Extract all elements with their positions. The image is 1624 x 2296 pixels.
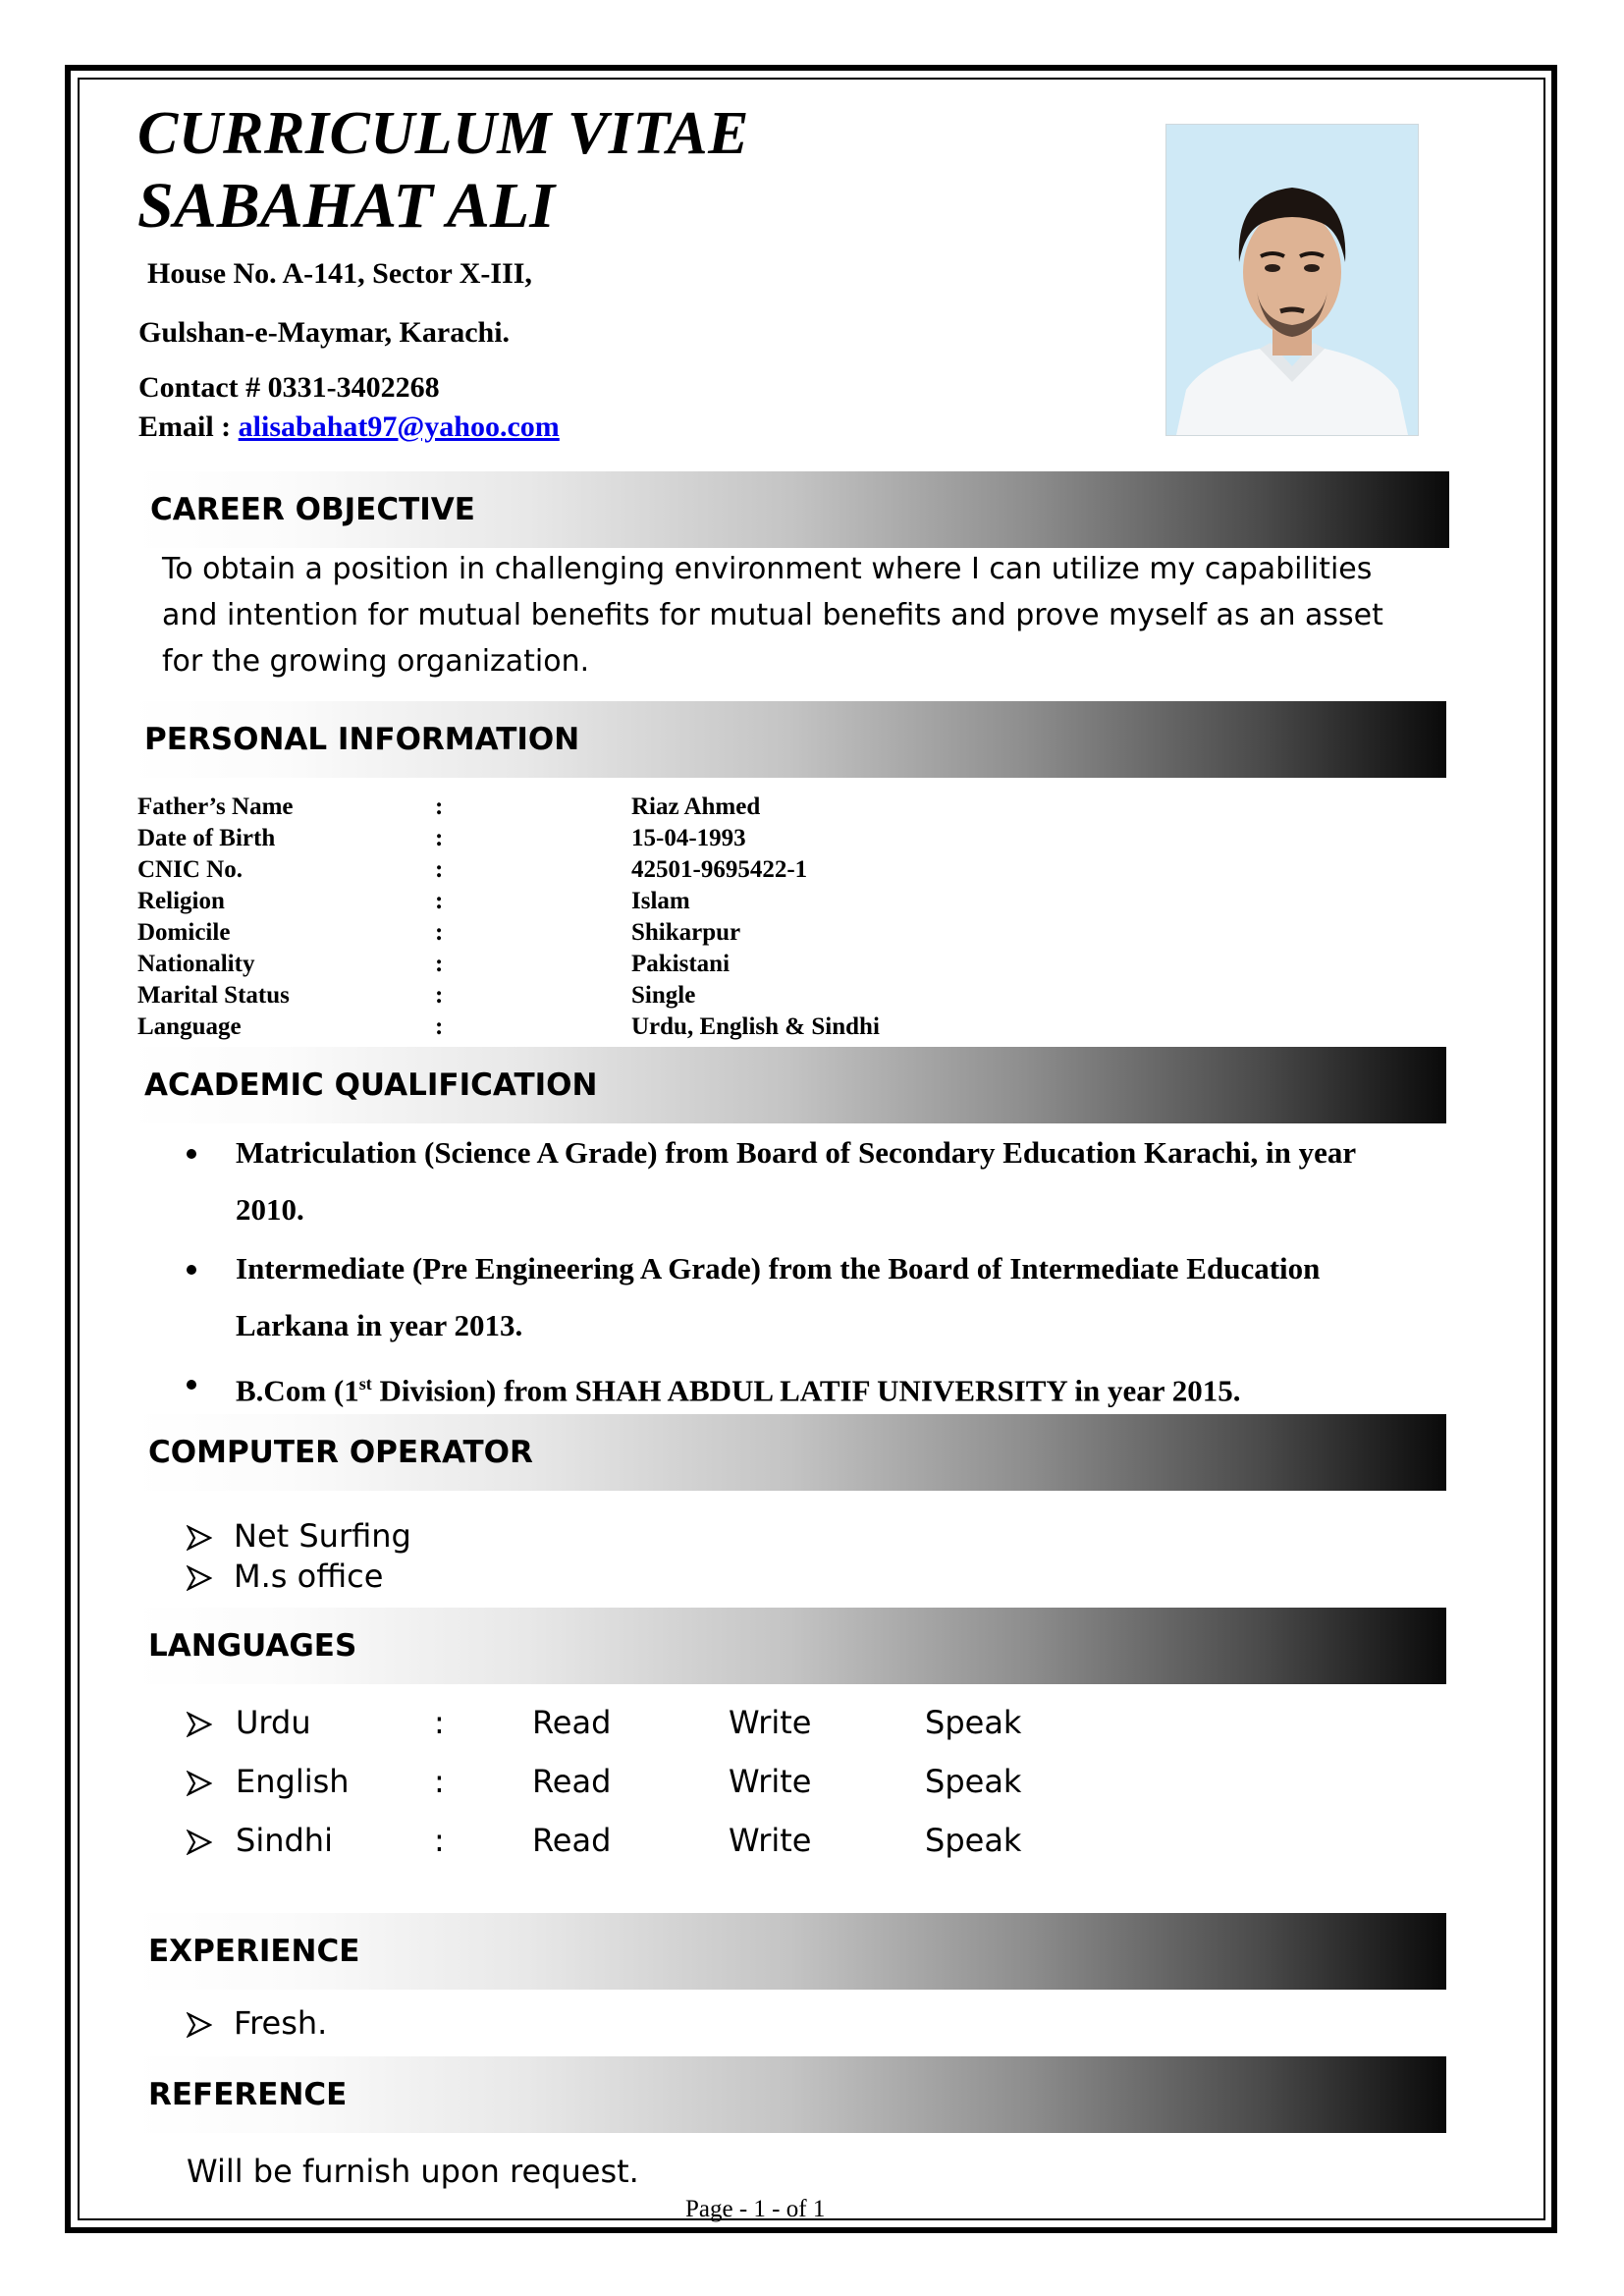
info-label: Nationality — [137, 951, 255, 977]
contact-number: Contact # 0331-3402268 — [138, 371, 440, 404]
info-separator: : — [435, 888, 444, 914]
academic-text: Intermediate (Pre Engineering A Grade) from the Board of Intermediate Education Larkana in year 2013. — [236, 1251, 1321, 1342]
degree-text-rest: Division) from SHAH ABDUL LATIF UNIVERSITY in year 2015. — [371, 1373, 1241, 1408]
reference-text: Will be furnish upon request. — [187, 2153, 639, 2190]
info-row — [137, 917, 1021, 949]
section-title: CAREER OBJECTIVE — [150, 492, 475, 527]
info-label: Language — [137, 1013, 242, 1040]
arrow-bullet-icon — [187, 1712, 212, 1737]
section-title: REFERENCE — [148, 2077, 348, 2112]
arrow-bullet-icon — [187, 2012, 212, 2038]
language-row — [187, 1763, 1070, 1802]
info-separator: : — [435, 982, 444, 1009]
info-value: Shikarpur — [631, 919, 741, 946]
language-write: Write — [729, 1763, 812, 1800]
info-value: 42501-9695422-1 — [631, 856, 808, 883]
info-value: Riaz Ahmed — [631, 793, 761, 820]
academic-item — [187, 1240, 1414, 1354]
section-header-academic-qualification — [129, 1047, 1446, 1123]
language-read: Read — [532, 1763, 612, 1800]
section-header-career-objective — [133, 471, 1449, 548]
language-speak: Speak — [925, 1704, 1022, 1741]
info-separator: : — [435, 919, 444, 946]
section-title: LANGUAGES — [148, 1628, 357, 1664]
page-number: Page - 1 - of 1 — [685, 2196, 826, 2222]
arrow-bullet-icon — [187, 1525, 212, 1551]
section-header-computer-operator — [133, 1414, 1446, 1491]
section-header-languages — [133, 1608, 1446, 1684]
language-speak: Speak — [925, 1763, 1022, 1800]
experience-label: Fresh. — [234, 2004, 328, 2042]
degree-text: B.Com (1 — [236, 1373, 359, 1408]
ordinal-suffix: st — [358, 1374, 372, 1394]
language-write: Write — [729, 1822, 812, 1859]
info-row — [137, 854, 1021, 886]
section-title: ACADEMIC QUALIFICATION — [144, 1067, 598, 1103]
email-link[interactable]: alisabahat97@yahoo.com — [238, 410, 560, 443]
skill-label: Net Surfing — [234, 1517, 411, 1555]
language-name: English — [236, 1763, 350, 1800]
info-row — [137, 980, 1021, 1011]
info-value: Urdu, English & Sindhi — [631, 1013, 880, 1040]
language-row — [187, 1704, 1070, 1743]
bullet-icon — [187, 1380, 196, 1390]
language-name: Sindhi — [236, 1822, 333, 1859]
info-value: Islam — [631, 888, 690, 914]
profile-photo — [1165, 124, 1419, 436]
academic-item — [187, 1355, 1414, 1419]
bullet-icon — [187, 1149, 196, 1159]
bullet-icon — [187, 1265, 196, 1275]
candidate-name: SABAHAT ALI — [137, 170, 555, 242]
language-row — [187, 1822, 1070, 1861]
language-write: Write — [729, 1704, 812, 1741]
info-separator: : — [435, 856, 444, 883]
academic-item — [187, 1124, 1414, 1238]
language-separator: : — [434, 1763, 445, 1800]
info-row — [137, 949, 1021, 980]
address-line-2: Gulshan-e-Maymar, Karachi. — [138, 316, 511, 349]
info-label: Marital Status — [137, 982, 290, 1009]
section-header-personal-information — [129, 701, 1446, 778]
section-title: COMPUTER OPERATOR — [148, 1435, 533, 1470]
info-value: 15-04-1993 — [631, 825, 746, 851]
academic-text — [236, 1355, 1414, 1419]
language-separator: : — [434, 1704, 445, 1741]
info-separator: : — [435, 951, 444, 977]
info-row — [137, 792, 1021, 823]
career-objective-text: To obtain a position in challenging environment where I can utilize my capabilities and intention for mutual benefits for mutual benefits and prove myself as an asset for the growing organization. — [162, 552, 1383, 679]
section-title: PERSONAL INFORMATION — [144, 722, 580, 757]
info-value: Pakistani — [631, 951, 731, 977]
profile-photo-image — [1166, 125, 1418, 435]
language-read: Read — [532, 1822, 612, 1859]
language-speak: Speak — [925, 1822, 1022, 1859]
language-name: Urdu — [236, 1704, 311, 1741]
info-separator: : — [435, 793, 444, 820]
section-header-reference — [133, 2056, 1446, 2133]
section-title: EXPERIENCE — [148, 1934, 360, 1969]
info-separator: : — [435, 1013, 444, 1040]
section-header-experience — [133, 1913, 1446, 1990]
info-label: Religion — [137, 888, 225, 914]
address-line-1: House No. A-141, Sector X-III, — [147, 257, 532, 290]
info-row — [137, 886, 1021, 917]
language-read: Read — [532, 1704, 612, 1741]
info-row — [137, 1011, 1021, 1043]
arrow-bullet-icon — [187, 1830, 212, 1855]
info-label: Father’s Name — [137, 793, 294, 820]
academic-text: Matriculation (Science A Grade) from Board of Secondary Education Karachi, in year 2010. — [236, 1135, 1356, 1227]
info-row — [137, 823, 1021, 854]
skill-label: M.s office — [234, 1558, 384, 1595]
info-value: Single — [631, 982, 696, 1009]
language-separator: : — [434, 1822, 445, 1859]
arrow-bullet-icon — [187, 1771, 212, 1796]
email-label: Email : — [138, 410, 239, 443]
arrow-bullet-icon — [187, 1565, 212, 1591]
info-label: CNIC No. — [137, 856, 243, 883]
email-line — [138, 410, 560, 444]
info-label: Date of Birth — [137, 825, 276, 851]
document-title: CURRICULUM VITAE — [137, 100, 750, 167]
info-separator: : — [435, 825, 444, 851]
info-label: Domicile — [137, 919, 231, 946]
